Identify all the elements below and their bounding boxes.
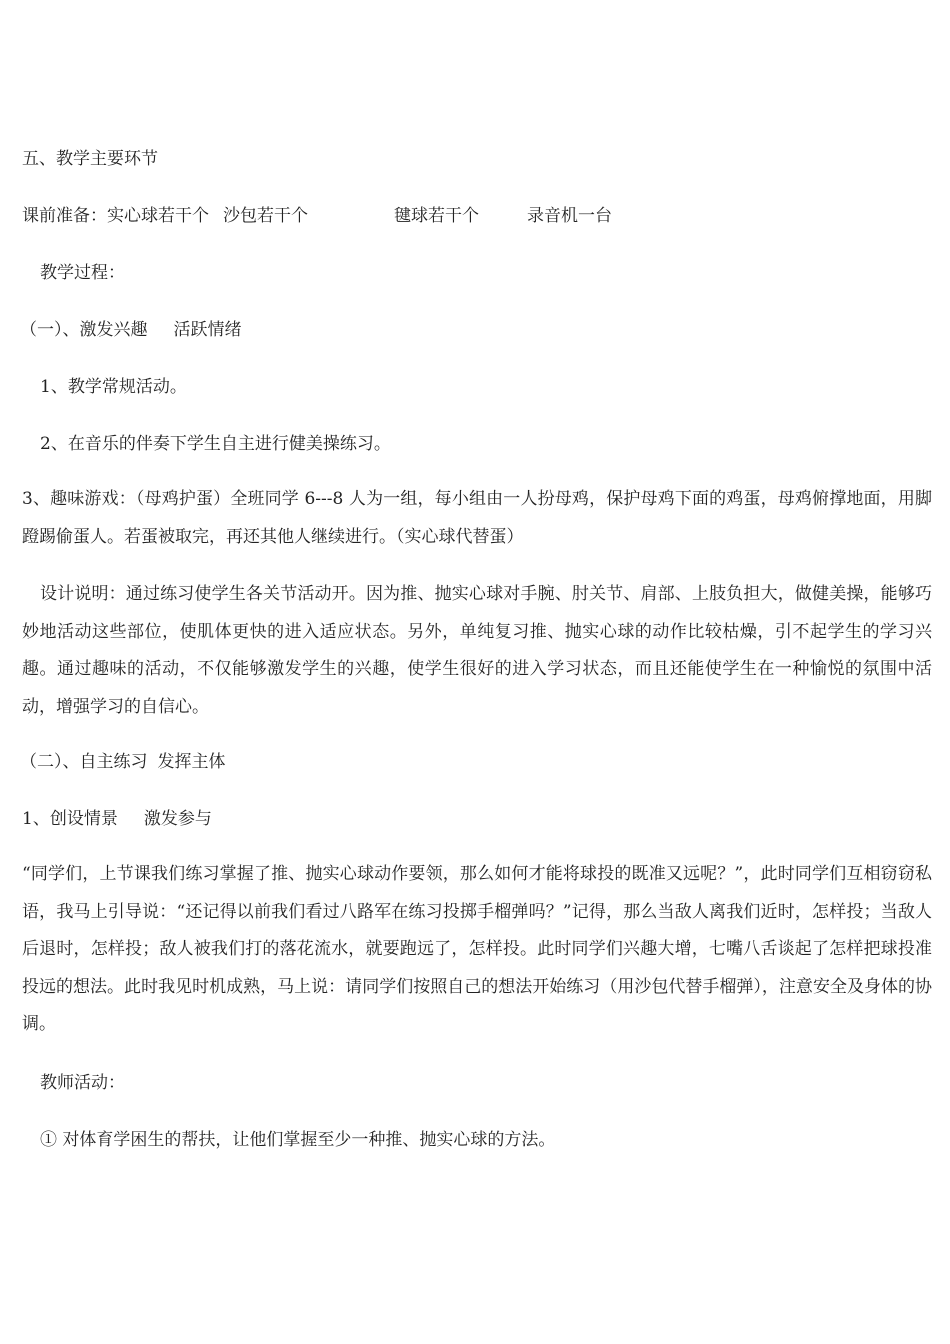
prep-item-sandbag: 沙包若干个 bbox=[223, 206, 308, 226]
process-title: 教学过程： bbox=[40, 263, 125, 283]
part2-title-b: 发挥主体 bbox=[157, 752, 226, 772]
prep-item-shuttlecock: 毽球若干个 bbox=[394, 206, 479, 226]
part1-step2: 2、在音乐的伴奏下学生自主进行健美操练习。 bbox=[40, 434, 391, 454]
design-note-text: 设计说明：通过练习使学生各关节活动开。因为推、抛实心球对手腕、肘关节、肩部、上肢负担大，做健美操，能够巧妙地活动这些部位，使肌体更快的进入适应状态。另外，单纯复习推、抛实心球的动作比较枯燥，引不起学生的学习兴趣。通过趣味的活动，不仅能够激发学生的兴趣，使学生很好的进入学习状态，而且还能使学生在一种愉悦的氛围中活动，增强学习的自信心。 bbox=[22, 584, 932, 717]
part2-title bbox=[20, 752, 226, 772]
dialogue-paragraph: “同学们，上节课我们练习掌握了推、抛实心球动作要领，那么如何才能将球投的既准又远呢？”，此时同学们互相窃窃私语，我马上引导说：“还记得以前我们看过八路军在练习投掷手榴弹吗？”记得，那么当敌人离我们近时，怎样投；当敌人后退时，怎样投；敌人被我们打的落花流水，就要跑远了，怎样投。此时同学们兴趣大增，七嘴八舌谈起了怎样把球投准投远的想法。此时我见时机成熟，马上说：请同学们按照自己的想法开始练习（用沙包代替手榴弹），注意安全及身体的协调。 bbox=[22, 864, 932, 1034]
part1-step1: 1、教学常规活动。 bbox=[40, 377, 187, 397]
prep-item-recorder: 录音机一台 bbox=[527, 206, 612, 226]
part1-title-b: 活跃情绪 bbox=[173, 320, 242, 340]
part1-title bbox=[20, 320, 242, 340]
part1-step3: 3、趣味游戏：（母鸡护蛋）全班同学 6---8 人为一组，每小组由一人扮母鸡，保护母鸡下面的鸡蛋，母鸡俯撑地面，用脚蹬踢偷蛋人。若蛋被取完，再还其他人继续进行。（实心球代替蛋） bbox=[22, 489, 932, 547]
design-note bbox=[22, 576, 932, 726]
part2-title-a: （二）、自主练习 bbox=[20, 752, 148, 772]
prep-line bbox=[22, 206, 612, 226]
part2-sub1 bbox=[22, 809, 212, 829]
section-title: 五、教学主要环节 bbox=[22, 149, 158, 169]
prep-label: 课前准备： bbox=[22, 206, 107, 226]
prep-item-ball: 实心球若干个 bbox=[107, 206, 209, 226]
teacher-item-1: ① 对体育学困生的帮扶，让他们掌握至少一种推、抛实心球的方法。 bbox=[40, 1130, 556, 1150]
part2-sub1-b: 激发参与 bbox=[143, 809, 212, 829]
part1-title-a: （一）、激发兴趣 bbox=[20, 320, 148, 340]
teacher-title: 教师活动： bbox=[40, 1073, 125, 1093]
part2-sub1-a: 1、创设情景 bbox=[22, 809, 118, 829]
